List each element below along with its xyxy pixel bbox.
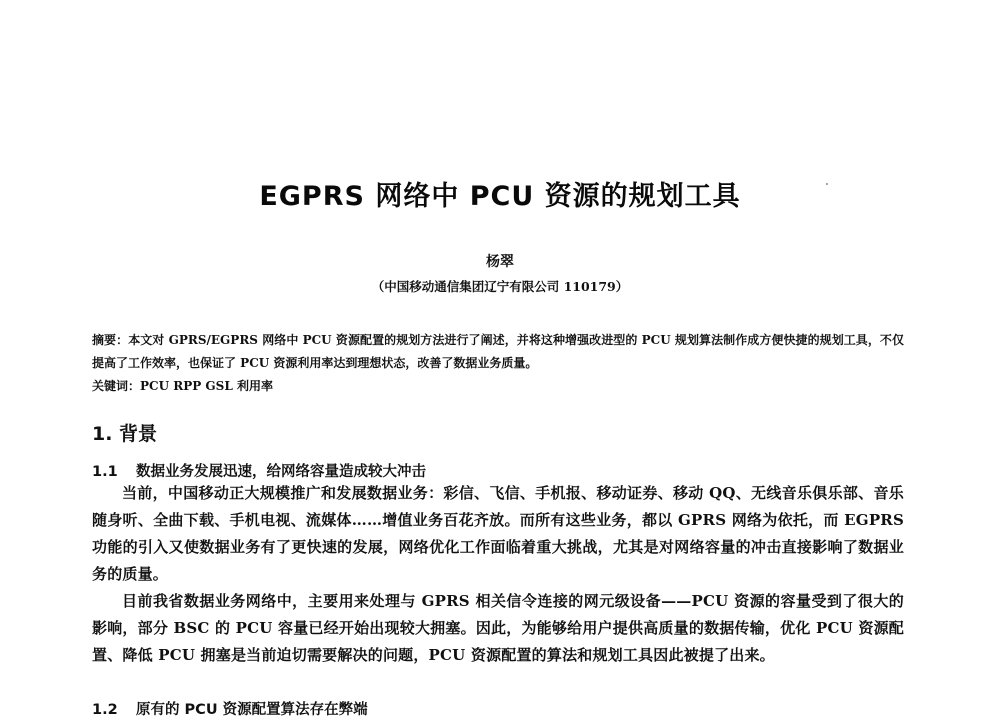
section-1-1-paragraph-2: 目前我省数据业务网络中，主要用来处理与 GPRS 相关信令连接的网元级设备——PCU 资源的容量受到了很大的影响，部分 BSC 的 PCU 容量已经开始出现较大拥塞。因此，为能够给用户提供高质量的数据传输，优化 PCU 资源配置、降低 PCU 拥塞是当前迫切需要解决的问题，PCU 资源配置的算法和规划工具因此被提了出来。	[92, 592, 904, 664]
keywords	[92, 377, 904, 394]
author-affiliation: （中国移动通信集团辽宁有限公司 110179）	[371, 279, 629, 294]
author-name: 杨翠	[486, 254, 514, 270]
section-1-1-title: 数据业务发展迅速，给网络容量造成较大冲击	[136, 464, 426, 480]
section-1-2-title: 原有的 PCU 资源配置算法存在弊端	[136, 702, 368, 718]
abstract	[92, 329, 904, 375]
abstract-text: 本文对 GPRS/EGPRS 网络中 PCU 资源配置的规划方法进行了阐述，并将这种增强改进型的 PCU 规划算法制作成方便快捷的规划工具，不仅提高了工作效率，也保证了 PCU 资源利用率达到理想状态，改善了数据业务质量。	[92, 333, 904, 370]
paper-title: EGPRS 网络中 PCU 资源的规划工具	[259, 181, 741, 212]
section-1-1-heading	[92, 460, 426, 481]
section-1-1-number: 1.1	[92, 464, 118, 480]
section-1-2-number: 1.2	[92, 702, 118, 718]
keywords-text: PCU RPP GSL 利用率	[140, 379, 273, 393]
section-1-2-heading	[92, 698, 368, 719]
keywords-label: 关键词：	[92, 379, 141, 393]
section-1-heading: 1. 背景	[92, 423, 158, 445]
section-1-1-paragraph-1: 当前，中国移动正大规模推广和发展数据业务：彩信、飞信、手机报、移动证券、移动 QQ、无线音乐俱乐部、音乐随身听、全曲下载、手机电视、流媒体……增值业务百花齐放。而所有这些业务，都以 GPRS 网络为依托，而 EGPRS 功能的引入又使数据业务有了更快速的发展，网络优化工作面临着重大挑战，尤其是对网络容量的冲击直接影响了数据业务的质量。	[92, 484, 904, 583]
abstract-label: 摘要：	[92, 333, 129, 347]
